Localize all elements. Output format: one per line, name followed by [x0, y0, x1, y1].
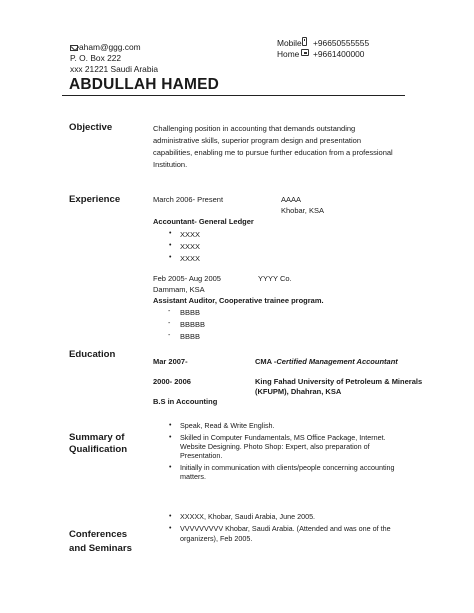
- job-location: Dammam, KSA: [153, 285, 205, 294]
- cert-name: Certified Management Accountant: [276, 357, 398, 366]
- job-item: XXXX: [180, 254, 201, 263]
- conferences-heading: [69, 529, 132, 555]
- dash-bullet: -: [168, 308, 171, 315]
- summary-item: Presentation.: [180, 451, 223, 460]
- job-item: BBBB: [180, 332, 201, 341]
- mobile-phone-icon: [302, 37, 307, 46]
- experience-heading: Experience: [69, 194, 121, 205]
- education-heading: Education: [69, 349, 116, 360]
- home-phone-icon: [301, 49, 309, 56]
- summary-heading: [69, 432, 127, 456]
- bullet: •: [169, 422, 172, 429]
- summary-item: matters.: [180, 472, 206, 481]
- job-item: XXXX: [180, 242, 201, 251]
- university-line: King Fahad University of Petroleum & Minerals: [255, 377, 423, 386]
- bullet: •: [169, 230, 172, 237]
- dash-bullet: -: [168, 332, 171, 339]
- job-date: Feb 2005- Aug 2005: [153, 274, 221, 283]
- conferences-heading-line: and Seminars: [69, 543, 132, 554]
- summary-item: Website Designing. Photo Shop: Expert, also preparation of: [180, 442, 370, 451]
- job-company: YYYY Co.: [258, 274, 292, 283]
- conference-item: organizers), Feb 2005.: [180, 534, 253, 543]
- university-line: (KFUPM), Dhahran, KSA: [255, 387, 342, 396]
- job-item: BBBBB: [180, 320, 206, 329]
- objective-line: Challenging position in accounting that demands outstanding: [153, 124, 356, 133]
- job-item: XXXX: [180, 230, 201, 239]
- summary-item: Speak, Read & Write English.: [180, 421, 275, 430]
- objective-heading: Objective: [69, 122, 113, 133]
- bullet: •: [169, 434, 172, 441]
- job-date: March 2006- Present: [153, 195, 224, 204]
- objective-line: administrative skills, superior program design and presentation: [153, 136, 362, 145]
- po-box-text: P. O. Box 222: [70, 53, 122, 63]
- objective-line: capabilities, enabling me to pursue further education from a professional: [153, 148, 393, 157]
- cert-line: [255, 356, 398, 367]
- bullet: •: [169, 513, 172, 520]
- conference-item: XXXXX, Khobar, Saudi Arabia, June 2005.: [180, 512, 316, 521]
- bullet: •: [169, 242, 172, 249]
- home-label: Home: [277, 49, 300, 59]
- job-item: BBBB: [180, 308, 201, 317]
- summary-item: Skilled in Computer Fundamentals, MS Office Package, Internet.: [180, 433, 386, 442]
- edu-date: Mar 2007-: [153, 357, 188, 366]
- summary-item: Initially in communication with clients/people concerning accounting: [180, 463, 395, 472]
- bullet: •: [169, 254, 172, 261]
- conference-item: VVVVVVVVV Khobar, Saudi Arabia. (Attended and was one of the: [180, 524, 391, 533]
- applicant-name: ABDULLAH HAMED: [69, 76, 220, 93]
- job-title: Assistant Auditor, Cooperative trainee program.: [153, 296, 324, 305]
- address-text: xxx 21221 Saudi Arabia: [70, 64, 158, 74]
- job-title: Accountant- General Ledger: [153, 217, 254, 226]
- summary-heading-line: Summary of: [69, 432, 125, 443]
- bullet: •: [169, 525, 172, 532]
- bullet: •: [169, 464, 172, 471]
- home-value: +9661400000: [313, 49, 365, 59]
- job-company: AAAA: [281, 195, 302, 204]
- email-text: aham@ggg.com: [79, 42, 141, 52]
- job-location: Khobar, KSA: [281, 206, 324, 215]
- mobile-label: Mobile: [277, 38, 302, 48]
- summary-heading-line: Qualification: [69, 444, 128, 455]
- name-divider: [62, 95, 405, 96]
- conferences-heading-line: Conferences: [69, 529, 128, 540]
- edu-date: 2000- 2006: [153, 377, 191, 386]
- cert-prefix: CMA -: [255, 357, 277, 366]
- envelope-icon: [70, 45, 78, 51]
- dash-bullet: -: [168, 320, 171, 327]
- objective-line: Institution.: [153, 160, 188, 169]
- mobile-value: +96650555555: [313, 38, 370, 48]
- degree: B.S in Accounting: [153, 397, 218, 406]
